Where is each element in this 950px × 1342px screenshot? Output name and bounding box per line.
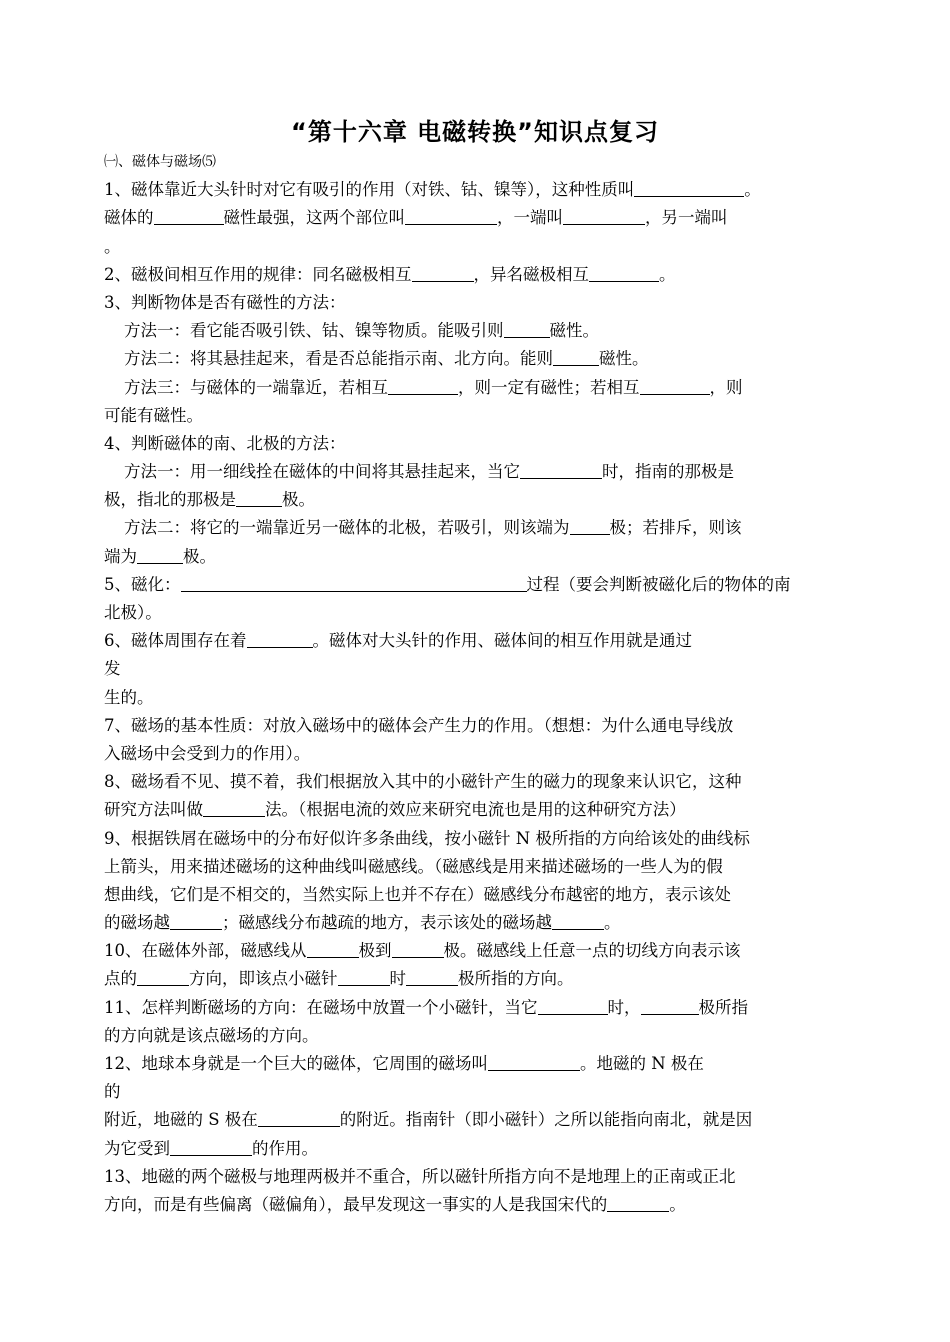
fill-blank[interactable]: [552, 911, 604, 930]
fill-blank[interactable]: [589, 263, 659, 282]
text-line: 方法二：将其悬挂起来，看是否总能指示南、北方向。能则 磁性。: [124, 349, 649, 369]
fill-blank[interactable]: [392, 939, 444, 958]
fill-blank[interactable]: [247, 629, 313, 648]
text-line: 3、判断物体是否有磁性的方法：: [104, 292, 346, 312]
text-line: 10、在磁体外部，磁感线从 极到 极。磁感线上任意一点的切线方向表示该: [104, 941, 741, 961]
fill-blank[interactable]: [137, 545, 183, 564]
text-line: 1、磁体靠近大头针时对它有吸引的作用（对铁、钴、镍等），这种性质叫 。: [104, 180, 761, 200]
fill-blank[interactable]: [170, 911, 222, 930]
text-line: 13、地磁的两个磁极与地理两极并不重合，所以磁针所指方向不是地理上的正南或正北: [104, 1166, 736, 1186]
fill-blank[interactable]: [170, 1137, 252, 1156]
fill-blank[interactable]: [520, 460, 602, 479]
text-line: 方法三：与磁体的一端靠近，若相互 ，则一定有磁性；若相互 ，则: [124, 377, 743, 397]
section-heading: ㈠、磁体与磁场⑸: [104, 154, 216, 170]
fill-blank[interactable]: [258, 1108, 340, 1127]
fill-blank[interactable]: [338, 967, 390, 986]
fill-blank[interactable]: [405, 206, 497, 225]
text-line: 9、根据铁屑在磁场中的分布好似许多条曲线，按小磁针 N 极所指的方向给该处的曲线标: [104, 828, 750, 848]
text-line: 。: [104, 236, 121, 256]
fill-blank[interactable]: [488, 1052, 580, 1071]
fill-blank[interactable]: [307, 939, 359, 958]
text-line: 为它受到 的作用。: [104, 1138, 318, 1158]
text-line: 方法一：用一细线拴在磁体的中间将其悬挂起来，当它 时，指南的那极是: [124, 462, 734, 482]
fill-blank[interactable]: [504, 319, 550, 338]
fill-blank[interactable]: [640, 376, 710, 395]
text-line: 8、磁场看不见、摸不着，我们根据放入其中的小磁针产生的磁力的现象来认识它，这种: [104, 772, 742, 792]
text-line: 2、磁极间相互作用的规律：同名磁极相互 ，异名磁极相互 。: [104, 264, 676, 284]
text-line: 方法一：看它能否吸引铁、钴、镍等物质。能吸引则 磁性。: [124, 321, 599, 341]
text-line: 的方向就是该点磁场的方向。: [104, 1025, 319, 1045]
fill-blank[interactable]: [553, 347, 599, 366]
text-line: 的磁场越 ；磁感线分布越疏的地方，表示该处的磁场越 。: [104, 913, 621, 933]
text-line: 极，指北的那极是 极。: [104, 490, 315, 510]
text-line: 5、磁化： 过程（要会判断被磁化后的物体的南: [104, 574, 791, 594]
fill-blank[interactable]: [538, 996, 608, 1015]
fill-blank[interactable]: [563, 206, 645, 225]
text-line: 发: [104, 659, 121, 679]
fill-blank[interactable]: [236, 488, 282, 507]
text-line: 生的。: [104, 687, 154, 707]
fill-blank[interactable]: [203, 798, 265, 817]
text-line: 11、怎样判断磁场的方向：在磁场中放置一个小磁针，当它 时， 极所指: [104, 997, 748, 1017]
text-line: 4、判断磁体的南、北极的方法：: [104, 433, 346, 453]
fill-blank[interactable]: [570, 516, 610, 535]
text-line: 方向，而是有些偏离（磁偏角），最早发现这一事实的人是我国宋代的 。: [104, 1194, 686, 1214]
fill-blank[interactable]: [406, 967, 458, 986]
fill-blank[interactable]: [154, 206, 224, 225]
fill-blank[interactable]: [412, 263, 474, 282]
fill-blank[interactable]: [181, 573, 527, 592]
fill-blank[interactable]: [607, 1193, 669, 1212]
fill-blank[interactable]: [641, 996, 699, 1015]
text-line: 12、地球本身就是一个巨大的磁体，它周围的磁场叫 。地磁的 N 极在: [104, 1054, 704, 1073]
worksheet-body: [104, 148, 848, 1219]
text-line: 入磁场中会受到力的作用）。: [104, 743, 311, 763]
fill-blank[interactable]: [388, 376, 458, 395]
text-line: 附近，地磁的 S 极在 的附近。指南针（即小磁针）之所以能指向南北，就是因: [104, 1110, 753, 1130]
text-line: 6、磁体周围存在着 。磁体对大头针的作用、磁体间的相互作用就是通过: [104, 631, 692, 651]
text-line: 7、磁场的基本性质：对放入磁场中的磁体会产生力的作用。（想想：为什么通电导线放: [104, 715, 734, 735]
text-line: 想曲线，它们是不相交的，当然实际上也并不存在）磁感线分布越密的地方，表示该处: [104, 884, 731, 904]
text-line: 研究方法叫做 法。（根据电流的效应来研究电流也是用的这种研究方法）: [104, 800, 686, 820]
text-line: 上箭头，用来描述磁场的这种曲线叫磁感线。（磁感线是用来描述磁场的一些人为的假: [104, 856, 723, 876]
text-line: 方法二：将它的一端靠近另一磁体的北极，若吸引，则该端为 极；若排斥，则该: [124, 518, 742, 538]
page-title: “第十六章 电磁转换”知识点复习: [291, 118, 659, 146]
text-line: 北极）。: [104, 603, 162, 622]
text-line: 端为 极。: [104, 546, 216, 566]
fill-blank[interactable]: [137, 967, 189, 986]
text-line: 磁体的 磁性最强，这两个部位叫 ，一端叫 ，另一端叫: [104, 208, 728, 228]
text-line: 点的 方向，即该点小磁针 时 极所指的方向。: [104, 969, 574, 989]
text-line: 的: [104, 1082, 121, 1102]
fill-blank[interactable]: [634, 178, 744, 197]
text-line: 可能有磁性。: [104, 405, 203, 425]
